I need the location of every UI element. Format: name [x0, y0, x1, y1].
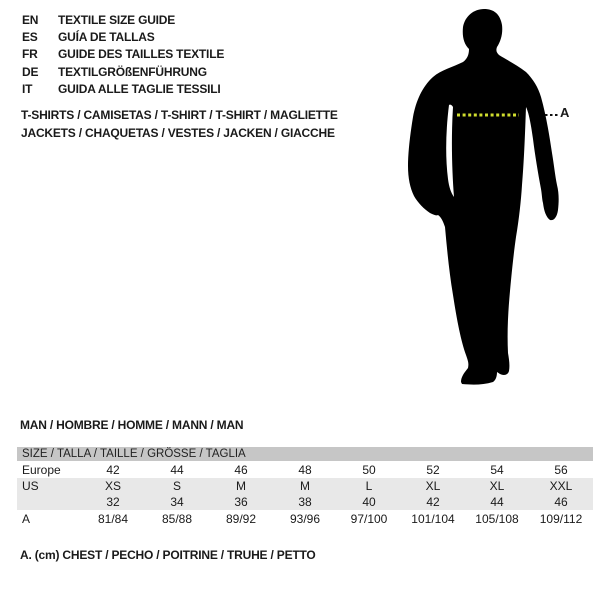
cell: 97/100: [350, 511, 388, 526]
language-guide-block: [22, 12, 224, 98]
cell: 93/96: [289, 511, 321, 526]
size-table-header: SIZE / TALLA / TAILLE / GRÖSSE / TAGLIA: [17, 447, 593, 461]
cell: XS: [81, 478, 145, 494]
cell: 46: [234, 462, 248, 477]
cell: S: [145, 478, 209, 494]
cell: 34: [145, 494, 209, 510]
man-silhouette: [408, 9, 559, 385]
section-title-man: MAN / HOMBRE / HOMME / MANN / MAN: [20, 418, 244, 432]
cell: 52: [426, 462, 440, 477]
table-row-europe: [17, 461, 593, 478]
lang-row-en: [22, 12, 224, 29]
cell: 54: [490, 462, 504, 477]
cell: 109/112: [539, 511, 583, 526]
cell: 56: [554, 462, 568, 477]
cell: 85/88: [161, 511, 193, 526]
cell: XL: [401, 478, 465, 494]
lang-label: GUIDE DES TAILLES TEXTILE: [58, 47, 225, 62]
cell: 44: [465, 494, 529, 510]
cell: 44: [170, 462, 184, 477]
size-table-wrap: [17, 447, 593, 527]
cell: 42: [106, 462, 120, 477]
cell: 89/92: [225, 511, 257, 526]
size-table-header-row: [17, 447, 593, 461]
table-row-us: [17, 478, 593, 494]
lang-row-es: [22, 29, 224, 46]
lang-label: GUIDA ALLE TAGLIE TESSILI: [58, 81, 221, 96]
man-silhouette-figure: [405, 3, 575, 403]
cell: XL: [465, 478, 529, 494]
lang-code: DE: [22, 64, 39, 79]
category-line-jackets: JACKETS / CHAQUETAS / VESTES / JACKEN / GIACCHE: [21, 126, 335, 140]
lang-label: GUÍA DE TALLAS: [58, 30, 155, 45]
lang-label: TEXTILGRÖßENFÜHRUNG: [58, 64, 207, 79]
cell: L: [337, 478, 401, 494]
lang-code: ES: [22, 30, 38, 45]
cell: 48: [298, 462, 312, 477]
cell: M: [273, 478, 337, 494]
lang-code: EN: [22, 13, 39, 27]
table-row-us-numeric: [17, 494, 593, 510]
measure-label-a: A: [560, 105, 570, 120]
cell: 50: [362, 462, 376, 477]
lang-code: IT: [22, 81, 33, 96]
lang-code: FR: [22, 47, 38, 62]
cell: 38: [273, 494, 337, 510]
row-label: Europe: [22, 462, 61, 477]
table-row-chest: [17, 510, 593, 527]
row-label: [17, 494, 81, 510]
cell: 42: [401, 494, 465, 510]
lang-row-it: [22, 81, 224, 98]
row-label: A: [22, 511, 31, 526]
size-table: [17, 447, 593, 527]
cell: 101/104: [411, 511, 455, 526]
cell: 32: [81, 494, 145, 510]
measurement-footnote: A. (cm) CHEST / PECHO / POITRINE / TRUHE / PETTO: [20, 548, 316, 562]
cell: 81/84: [97, 511, 129, 526]
cell: 46: [529, 494, 593, 510]
category-line-tshirts: T-SHIRTS / CAMISETAS / T-SHIRT / T-SHIRT / MAGLIETTE: [21, 108, 338, 122]
lang-row-de: [22, 64, 224, 81]
cell: 36: [209, 494, 273, 510]
lang-row-fr: [22, 46, 224, 63]
row-label: US: [17, 478, 81, 494]
cell: 40: [337, 494, 401, 510]
category-block: [21, 106, 338, 142]
cell: M: [209, 478, 273, 494]
lang-label: TEXTILE SIZE GUIDE: [58, 13, 176, 27]
cell: XXL: [529, 478, 593, 494]
cell: 105/108: [475, 511, 519, 526]
